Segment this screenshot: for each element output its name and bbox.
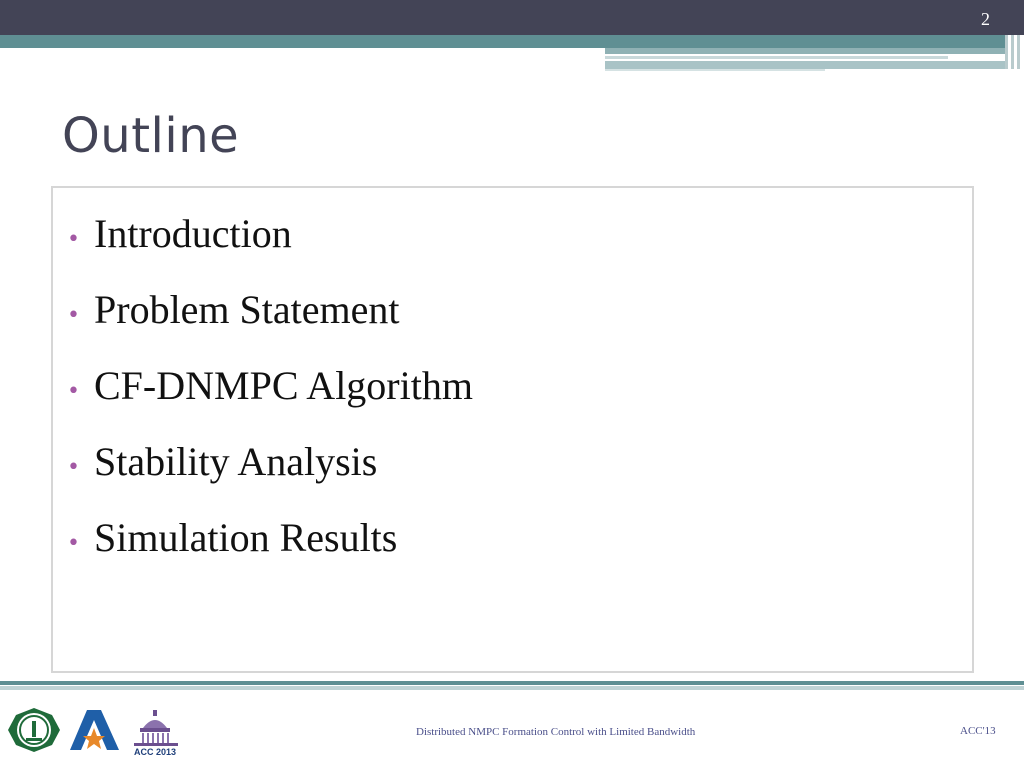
bullet-icon: • bbox=[67, 303, 80, 328]
page-number: 2 bbox=[981, 9, 990, 29]
bullet-icon: • bbox=[67, 379, 80, 404]
header-accent-stripe bbox=[1017, 35, 1020, 69]
bullet-icon: • bbox=[67, 227, 80, 252]
bullet-icon: • bbox=[67, 455, 80, 480]
header-accent-stripe bbox=[605, 61, 1005, 69]
a-star-logo-icon bbox=[69, 708, 121, 752]
header-accent-bar bbox=[0, 35, 1005, 48]
university-seal-icon bbox=[7, 707, 61, 753]
footer-accent-line bbox=[0, 681, 1024, 685]
header-bar bbox=[0, 0, 1024, 35]
bullet-text: Stability Analysis bbox=[94, 439, 378, 484]
header-accent-stripe bbox=[605, 56, 948, 59]
header-accent-stripe bbox=[1011, 35, 1014, 69]
bullet-text: Problem Statement bbox=[94, 287, 400, 332]
bullet-icon: • bbox=[67, 531, 80, 556]
acc-logo-text: ACC 2013 bbox=[133, 747, 177, 757]
footer-conference: ACC'13 bbox=[960, 725, 996, 737]
bullet-text: Introduction bbox=[94, 211, 292, 256]
header-accent-stripe bbox=[605, 48, 1005, 54]
acc-2013-logo-icon bbox=[126, 708, 184, 760]
bullet-text: CF-DNMPC Algorithm bbox=[94, 363, 473, 408]
header-accent-stripe bbox=[1005, 35, 1008, 69]
header-accent-stripe bbox=[605, 69, 825, 71]
content-box bbox=[51, 186, 974, 673]
footer-accent-line bbox=[0, 686, 1024, 690]
bullet-text: Simulation Results bbox=[94, 515, 398, 560]
slide-title: Outline bbox=[62, 108, 240, 164]
footer-title: Distributed NMPC Formation Control with Limited Bandwidth bbox=[416, 726, 696, 738]
